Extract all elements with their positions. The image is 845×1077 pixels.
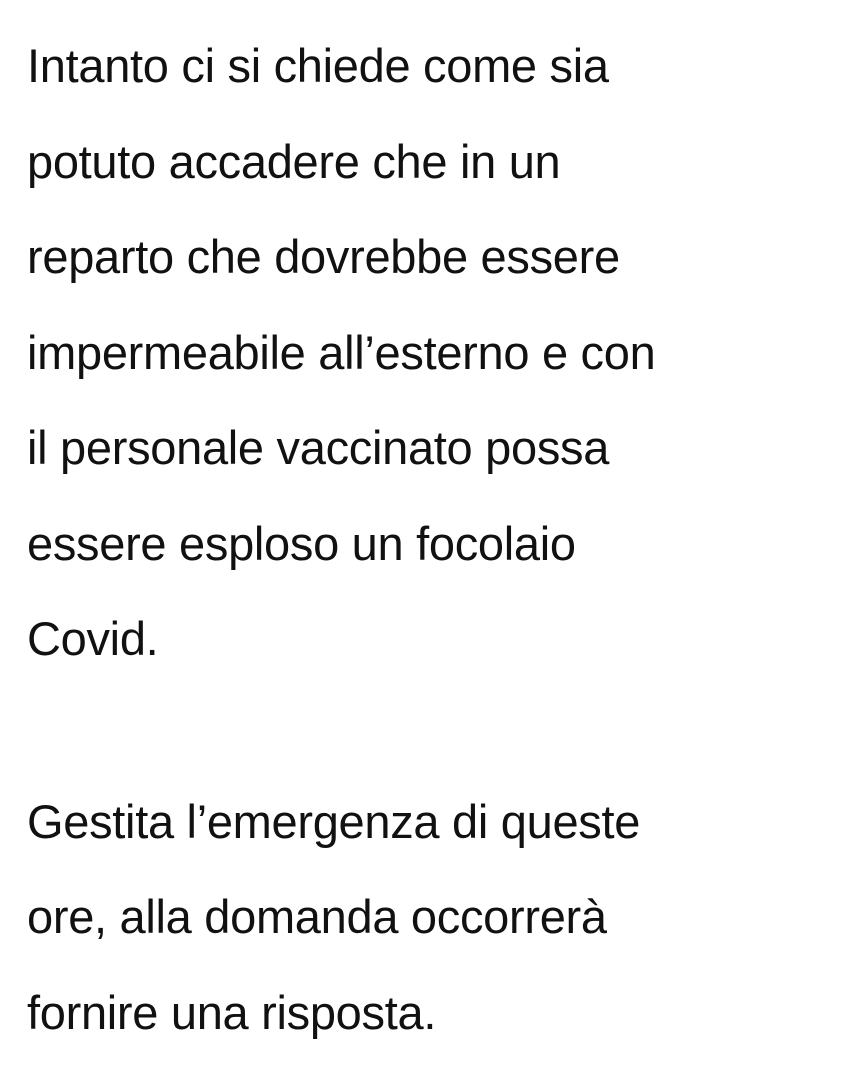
article-body (27, 18, 827, 1060)
text-line: impermeabile all’esterno e con (27, 325, 656, 379)
text-line: reparto che dovrebbe essere (27, 230, 620, 283)
text-line: ore, alla domanda occorrerà (27, 890, 607, 943)
text-line: Gestita l’emergenza di queste (27, 794, 641, 848)
paragraph-2 (27, 774, 827, 1061)
text-line: Covid. (27, 612, 159, 665)
text-line: Intanto ci si chiede come sia (27, 39, 609, 92)
paragraph-1 (27, 18, 827, 687)
text-line: fornire una risposta. (27, 985, 437, 1039)
text-line: potuto accadere che in un (27, 134, 561, 188)
text-line: essere esploso un focolaio (27, 516, 576, 570)
text-line: il personale vaccinato possa (27, 421, 610, 474)
